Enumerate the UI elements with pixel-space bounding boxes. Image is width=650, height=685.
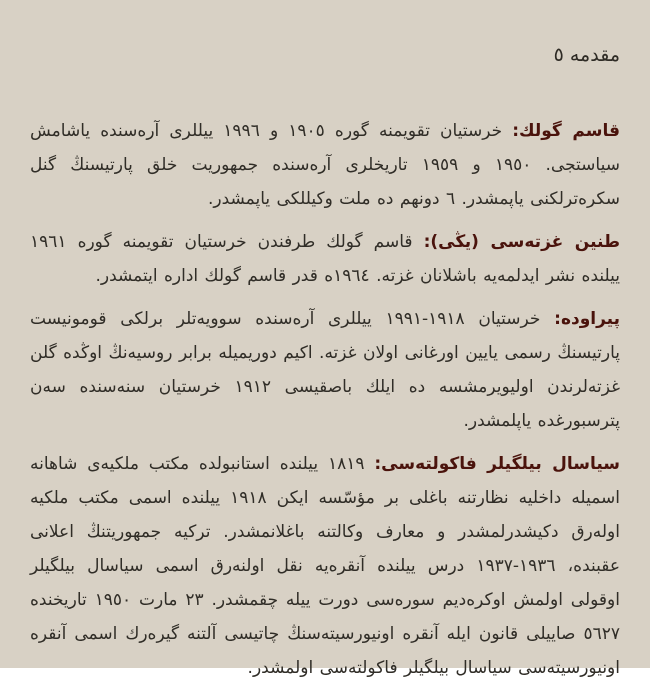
- entry-term: طنين غزته‌سى (يڭى):: [423, 232, 620, 252]
- glossary-entry: [30, 225, 620, 293]
- glossary-entry: [30, 114, 620, 216]
- entry-definition: ١٨١٩ ييلنده استانبولده مكتب ملكيه‌ى شاهانه اسميله داخليه نظارتنه باغلى بر مؤسّسه ايكن ١٩١٨ ييلنده اسمى مكتب ملكيه اوله‌رق دكيشدرلمشدر و معارف وكالتنه باغلانمشدر. تركيه جمهوريتنڭ اعلانى عقبنده، ١٩٣٦-١٩٣٧ درس ييلنده آنقره‌يه نقل اولنه‌رق اسمى سياسال بيلگيلر اوقولى اولمش اوكره‌ديم سوره‌سى دورت ييله چقمشدر. ٢٣ مارت ١٩٥٠ تاريخنده ٥٦٢٧ صاييلى قانون ايله آنقره اونيورسيته‌سنڭ چاتيسى آلتنه گيره‌رك اسمى آنقره اونيورسيته‌سى سياسال بيلگيلر فاكولته‌سى اولمشدر.: [30, 454, 620, 678]
- page-header-title: مقدمه ٥: [553, 44, 620, 66]
- glossary-entry: [30, 447, 620, 685]
- entry-definition: خرستيان تقويمنه گوره ١٩٠٥ و ١٩٩٦ ييللرى آره‌سنده ياشامش سياستجى. ١٩٥٠ و ١٩٥٩ تاريخلرى آره‌سنده جمهوريت خلق پارتيسنڭ گنل سكره‌ترلكنى ياپمشدر. ٦ دونهم ده ملت وكيللكى ياپمشدر.: [30, 121, 620, 209]
- entry-term: قاسم گولك:: [512, 121, 620, 141]
- entry-definition: خرستيان ١٩١٨-١٩٩١ ييللرى آره‌سنده سوويه‌تلر برلكى قومونيست پارتيسنڭ رسمى يايين اورغانى اولان غزته. اكيم دوريميله برابر روسيه‌نڭ اوڭده گلن غزته‌لرندن اوليويرمشسه ده ايلك باصقيسى ١٩١٢ خرستيان سنه‌سنده سه‌ن پترسبورغده ياپلمشدر.: [30, 309, 620, 431]
- entry-term: پيراوده:: [554, 309, 620, 329]
- glossary-entry: [30, 302, 620, 438]
- entry-definition: قاسم گولك طرفندن خرستيان تقويمنه گوره ١٩٦١ ييلنده نشر ايدلمه‌يه باشلانان غزته. ١٩٦٤ه قدر قاسم گولك اداره ايتمشدر.: [30, 232, 620, 286]
- entry-term: سياسال بيلگيلر فاكولته‌سى:: [374, 454, 620, 474]
